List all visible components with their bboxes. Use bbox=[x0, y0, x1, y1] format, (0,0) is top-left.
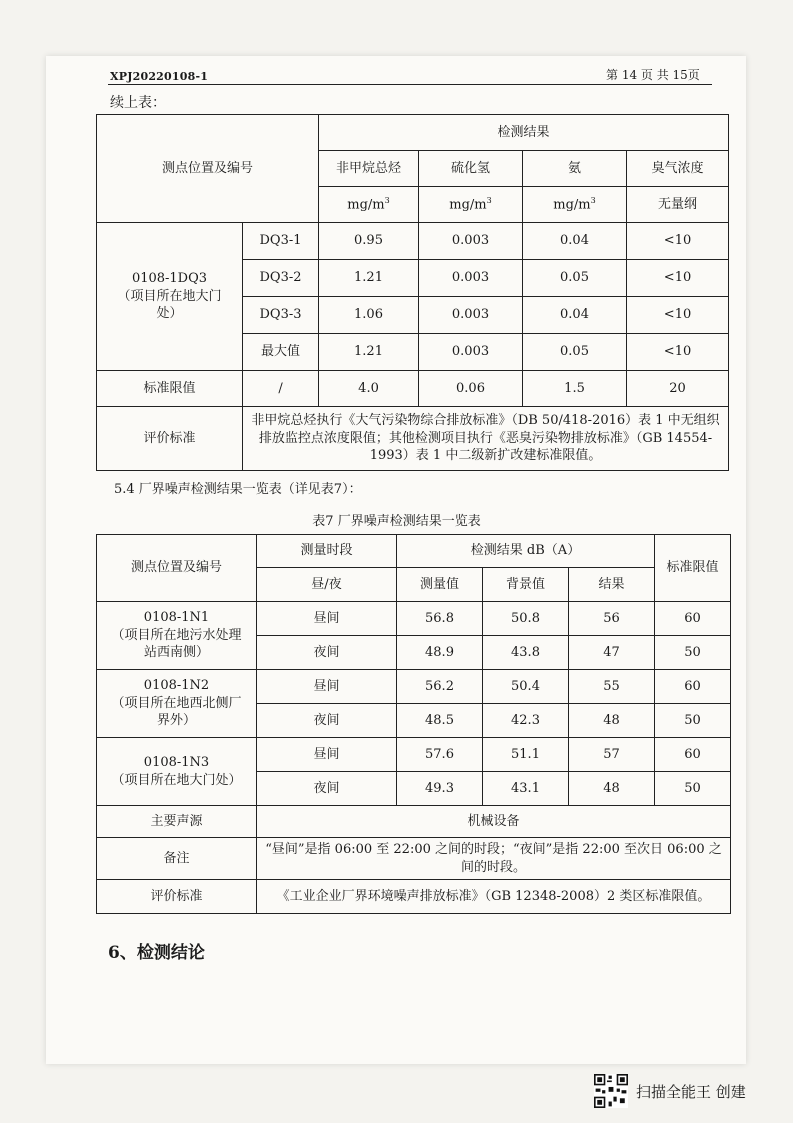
gas-site-cell bbox=[97, 223, 243, 371]
gas-header-location: 测点位置及编号 bbox=[97, 115, 319, 223]
noise-site-desc: 站西南侧） bbox=[143, 645, 209, 661]
noise-header-measured: 测量值 bbox=[397, 568, 483, 602]
gas-limit-value: 0.06 bbox=[419, 371, 523, 407]
gas-value: 0.003 bbox=[419, 223, 523, 260]
gas-site-desc: （项目所在地大门 bbox=[117, 288, 222, 304]
qr-code-icon bbox=[594, 1074, 628, 1108]
gas-unit: $mg/m^3$ bbox=[319, 187, 419, 223]
gas-limit-value: 4.0 bbox=[319, 371, 419, 407]
noise-site-name: 0108-1N1 bbox=[143, 610, 210, 626]
gas-row-label: DQ3-3 bbox=[243, 297, 319, 334]
gas-criteria-text: 非甲烷总烃执行《大气污染物综合排放标准》（DB 50/418-2016）表 1 中无组织排放监控点浓度限值；其他检测项目执行《恶臭污染物排放标准》（GB 14554-1993）表 1 中二级新扩改建标准限值。 bbox=[243, 407, 729, 471]
page-number: 第 14 页 共 15页 bbox=[606, 68, 700, 82]
noise-background: 43.1 bbox=[483, 772, 569, 806]
gas-unit: $mg/m^3$ bbox=[419, 187, 523, 223]
gas-row-label: 最大值 bbox=[243, 334, 319, 371]
noise-period: 夜间 bbox=[257, 704, 397, 738]
noise-period: 昼间 bbox=[257, 670, 397, 704]
gas-limit-label: 标准限值 bbox=[97, 371, 243, 407]
noise-site-desc: （项目所在地大门处） bbox=[111, 772, 242, 788]
noise-measured: 57.6 bbox=[397, 738, 483, 772]
scanner-watermark bbox=[594, 1074, 746, 1108]
noise-site-desc: （项目所在地西北侧厂 bbox=[111, 695, 242, 711]
noise-site-name: 0108-1N2 bbox=[143, 678, 210, 694]
gas-value: <10 bbox=[627, 223, 729, 260]
gas-value: 0.95 bbox=[319, 223, 419, 260]
noise-period: 夜间 bbox=[257, 772, 397, 806]
gas-value: <10 bbox=[627, 334, 729, 371]
gas-param: 硫化氢 bbox=[419, 151, 523, 187]
noise-site-name: 0108-1N3 bbox=[143, 754, 210, 770]
gas-limit-value: 20 bbox=[627, 371, 729, 407]
noise-header-result-val: 结果 bbox=[569, 568, 655, 602]
noise-result: 56 bbox=[569, 602, 655, 636]
gas-limit-value: 1.5 bbox=[523, 371, 627, 407]
noise-site-cell bbox=[97, 602, 257, 670]
gas-site-desc: 处） bbox=[156, 306, 183, 322]
noise-period: 昼间 bbox=[257, 602, 397, 636]
gas-value: 0.003 bbox=[419, 260, 523, 297]
noise-header-limit: 标准限值 bbox=[655, 535, 731, 602]
table-caption: 表7 厂界噪声检测结果一览表 bbox=[312, 514, 481, 529]
noise-measured: 48.9 bbox=[397, 636, 483, 670]
gas-header-results: 检测结果 bbox=[319, 115, 729, 151]
noise-limit: 50 bbox=[655, 636, 731, 670]
gas-results-table bbox=[96, 114, 729, 471]
gas-value: 0.04 bbox=[523, 223, 627, 260]
continued-label: 续上表： bbox=[110, 95, 166, 111]
gas-value: 0.003 bbox=[419, 297, 523, 334]
gas-value: 0.05 bbox=[523, 260, 627, 297]
noise-result: 47 bbox=[569, 636, 655, 670]
gas-unit: 无量纲 bbox=[627, 187, 729, 223]
gas-param: 氨 bbox=[523, 151, 627, 187]
gas-value: 0.05 bbox=[523, 334, 627, 371]
noise-measured: 56.8 bbox=[397, 602, 483, 636]
noise-period: 昼间 bbox=[257, 738, 397, 772]
noise-background: 50.8 bbox=[483, 602, 569, 636]
noise-header-result: 检测结果 dB（A） bbox=[397, 535, 655, 568]
gas-value: 1.21 bbox=[319, 260, 419, 297]
noise-site-desc: （项目所在地污水处理 bbox=[111, 627, 242, 643]
noise-header-period-sub: 昼/夜 bbox=[257, 568, 397, 602]
noise-limit: 60 bbox=[655, 670, 731, 704]
noise-measured: 56.2 bbox=[397, 670, 483, 704]
header-rule bbox=[108, 84, 712, 85]
noise-background: 43.8 bbox=[483, 636, 569, 670]
gas-row-label: DQ3-1 bbox=[243, 223, 319, 260]
noise-limit: 60 bbox=[655, 602, 731, 636]
gas-criteria-label: 评价标准 bbox=[97, 407, 243, 471]
noise-header-period: 测量时段 bbox=[257, 535, 397, 568]
noise-result: 55 bbox=[569, 670, 655, 704]
gas-value: 1.06 bbox=[319, 297, 419, 334]
noise-limit: 60 bbox=[655, 738, 731, 772]
noise-result: 48 bbox=[569, 772, 655, 806]
gas-param: 非甲烷总烃 bbox=[319, 151, 419, 187]
gas-value: <10 bbox=[627, 297, 729, 334]
noise-measured: 49.3 bbox=[397, 772, 483, 806]
noise-header-location: 测点位置及编号 bbox=[97, 535, 257, 602]
noise-site-cell bbox=[97, 670, 257, 738]
document-id: XPJ20220108-1 bbox=[110, 70, 209, 83]
scanner-app-text: 扫描全能王 创建 bbox=[636, 1082, 746, 1101]
gas-unit: $mg/m^3$ bbox=[523, 187, 627, 223]
noise-header-background: 背景值 bbox=[483, 568, 569, 602]
gas-row-label: DQ3-2 bbox=[243, 260, 319, 297]
noise-background: 51.1 bbox=[483, 738, 569, 772]
noise-results-table bbox=[96, 534, 731, 914]
noise-limit: 50 bbox=[655, 772, 731, 806]
noise-remark-label: 备注 bbox=[97, 838, 257, 880]
noise-source-value: 机械设备 bbox=[257, 806, 731, 838]
noise-remark-value: “昼间”是指 06:00 至 22:00 之间的时段；“夜间”是指 22:00 至次日 06:00 之间的时段。 bbox=[257, 838, 731, 880]
noise-criteria-value: 《工业企业厂界环境噪声排放标准》（GB 12348-2008）2 类区标准限值。 bbox=[257, 880, 731, 914]
gas-value: 1.21 bbox=[319, 334, 419, 371]
section-title: 5.4 厂界噪声检测结果一览表（详见表7）： bbox=[114, 482, 362, 497]
noise-limit: 50 bbox=[655, 704, 731, 738]
noise-result: 57 bbox=[569, 738, 655, 772]
noise-result: 48 bbox=[569, 704, 655, 738]
gas-limit-value: / bbox=[243, 371, 319, 407]
noise-background: 50.4 bbox=[483, 670, 569, 704]
noise-measured: 48.5 bbox=[397, 704, 483, 738]
noise-period: 夜间 bbox=[257, 636, 397, 670]
noise-background: 42.3 bbox=[483, 704, 569, 738]
gas-value: 0.04 bbox=[523, 297, 627, 334]
noise-criteria-label: 评价标准 bbox=[97, 880, 257, 914]
gas-param: 臭气浓度 bbox=[627, 151, 729, 187]
gas-site-name: 0108-1DQ3 bbox=[131, 271, 208, 287]
gas-value: <10 bbox=[627, 260, 729, 297]
conclusion-heading: 6、检测结论 bbox=[108, 943, 205, 963]
noise-site-cell bbox=[97, 738, 257, 806]
noise-source-label: 主要声源 bbox=[97, 806, 257, 838]
gas-value: 0.003 bbox=[419, 334, 523, 371]
noise-site-desc: 界外） bbox=[156, 713, 196, 729]
